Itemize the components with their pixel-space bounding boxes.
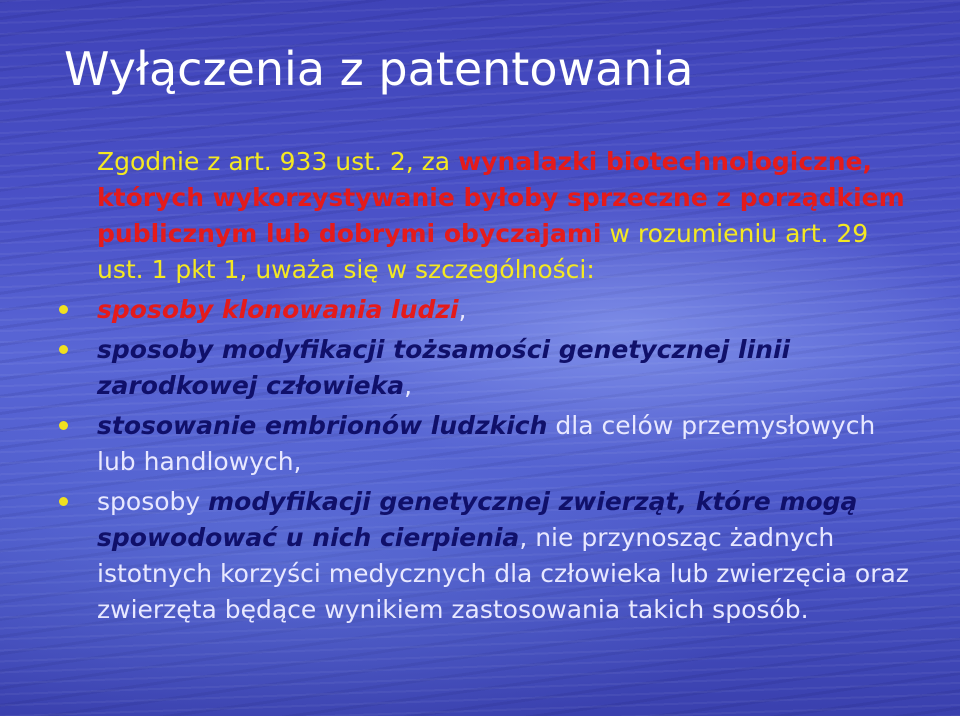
slide-title: Wyłączenia z patentowania bbox=[64, 42, 694, 96]
bullet-2-text: , bbox=[404, 371, 413, 400]
bullet-dot-icon bbox=[59, 421, 68, 430]
list-item bbox=[97, 484, 917, 628]
bullet-4-text-end: , nie przynosząc żadnych istotnych korzyści medycznych dla człowieka lub zwierzęcia oraz zwierzęta będące wynikiem zastosowania takich sposób. bbox=[97, 523, 909, 624]
bullet-1-emphasis: sposoby klonowania ludzi bbox=[97, 295, 459, 324]
bullet-dot-icon bbox=[59, 497, 68, 506]
list-item bbox=[97, 332, 917, 404]
bullet-list bbox=[97, 292, 917, 628]
bullet-3-emphasis: stosowanie embrionów ludzkich bbox=[97, 411, 548, 440]
bullet-dot-icon bbox=[59, 305, 68, 314]
bullet-2-emphasis: sposoby modyfikacji tożsamości genetycznej linii zarodkowej człowieka bbox=[97, 335, 791, 400]
list-item bbox=[97, 292, 917, 328]
intro-text-start: Zgodnie z art. 933 ust. 2, za bbox=[97, 147, 459, 176]
bullet-dot-icon bbox=[59, 345, 68, 354]
intro-paragraph bbox=[97, 144, 917, 288]
slide-body bbox=[97, 144, 917, 628]
bullet-1-text: , bbox=[458, 295, 467, 324]
list-item bbox=[97, 408, 917, 480]
bullet-4-text-start: sposoby bbox=[97, 487, 209, 516]
bullet-4-emphasis: modyfikacji genetycznej zwierząt, które mogą spowodować u nich cierpienia bbox=[97, 487, 858, 552]
bullet-3-text: dla celów przemysłowych lub handlowych, bbox=[97, 411, 876, 476]
intro-text-end: w rozumieniu art. 29 ust. 1 pkt 1, uważa się w szczególności: bbox=[97, 219, 869, 284]
intro-emphasis: wynalazki biotechnologiczne, których wykorzystywanie byłoby sprzeczne z porządkiem publicznym lub dobrymi obyczajami bbox=[97, 147, 905, 248]
